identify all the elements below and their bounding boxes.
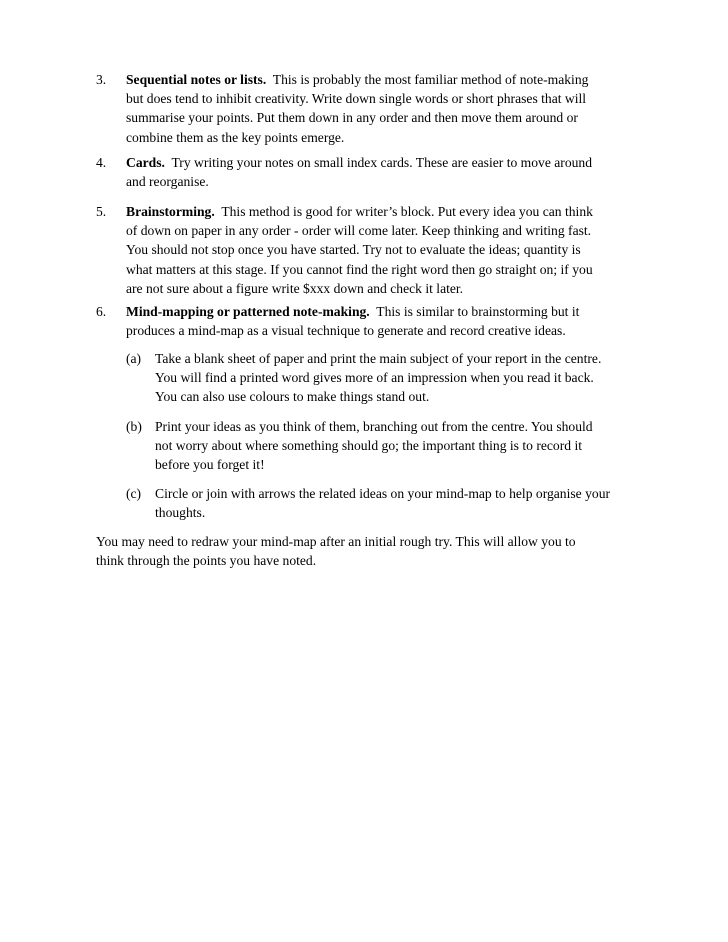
- sub-item-text-line: Take a blank sheet of paper and print the main subject of your report in the centre.: [155, 351, 602, 366]
- list-item-number: 3.: [96, 72, 107, 87]
- sub-item-text-line: thoughts.: [155, 505, 206, 521]
- sub-item-c: [126, 484, 686, 522]
- list-item-title: Sequential notes or lists.: [126, 72, 267, 87]
- list-item-text-line: but does tend to inhibit creativity. Write down single words or short phrases that will: [126, 91, 587, 107]
- list-item-brainstorming: [96, 202, 656, 298]
- list-item-title: Cards.: [126, 155, 165, 170]
- list-item-text-line: Try writing your notes on small index cards. These are easier to move around: [171, 155, 593, 170]
- list-item-text-line: This method is good for writer’s block. Put every idea you can think: [221, 204, 593, 219]
- list-item-text-line: summarise your points. Put them down in any order and then move them around or: [126, 110, 578, 126]
- sub-item-b: [126, 417, 686, 475]
- list-item-title: Mind-mapping or patterned note-making.: [126, 304, 370, 319]
- list-item-text-line: This is similar to brainstorming but it: [376, 304, 580, 319]
- list-item-text-line: produces a mind-map as a visual technique to generate and record creative ideas.: [126, 323, 566, 339]
- sub-item-text-line: Circle or join with arrows the related ideas on your mind-map to help organise your: [155, 486, 611, 501]
- sub-item-text-line: not worry about where something should go; the important thing is to record it: [155, 438, 583, 454]
- list-item-text-line: are not sure about a figure write $xxx down and check it later.: [126, 280, 464, 296]
- sub-item-a: [126, 349, 686, 407]
- list-item-number: 4.: [96, 155, 107, 170]
- list-item-sequential-notes: [96, 70, 656, 147]
- list-item-text-line: what matters at this stage. If you cannot find the right word then go straight on; if you: [126, 261, 593, 277]
- list-item-number: 5.: [96, 204, 107, 219]
- sub-item-label: (a): [126, 351, 142, 366]
- list-item-text-line: of down on paper in any order - order will come later. Keep thinking and writing fast.: [126, 223, 592, 239]
- sub-item-label: (b): [126, 419, 142, 434]
- list-item-text-line: and reorganise.: [126, 174, 209, 190]
- list-item-title: Brainstorming.: [126, 204, 215, 219]
- list-item-text-line: combine them as the key points emerge.: [126, 129, 345, 145]
- closing-text-line: think through the points you have noted.: [96, 553, 317, 569]
- list-item-number: 6.: [96, 304, 107, 319]
- closing-text-line: You may need to redraw your mind-map after an initial rough try. This will allow you to: [96, 534, 576, 549]
- closing-paragraph: [96, 532, 656, 570]
- sub-item-label: (c): [126, 486, 142, 501]
- list-item-cards: [96, 153, 656, 191]
- list-item-text-line: This is probably the most familiar method of note-making: [272, 72, 589, 87]
- sub-item-text-line: before you forget it!: [155, 457, 265, 473]
- list-item-text-line: You should not stop once you have started. Try not to evaluate the ideas; quantity is: [126, 242, 581, 258]
- sub-item-text-line: Print your ideas as you think of them, branching out from the centre. You should: [155, 419, 593, 434]
- sub-item-text-line: You will find a printed word gives more of an impression when you read it back.: [155, 370, 594, 386]
- list-item-mind-mapping: [96, 302, 656, 340]
- sub-item-text-line: You can also use colours to make things stand out.: [155, 389, 430, 405]
